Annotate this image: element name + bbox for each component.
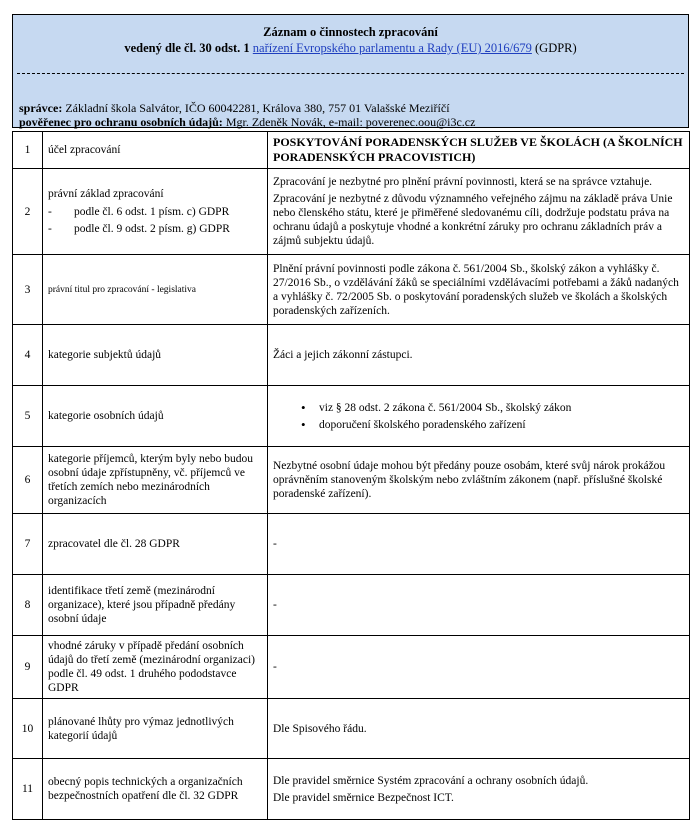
row-number: 11 [13,759,43,820]
row-value [268,132,690,169]
list-dash: - [48,223,52,235]
table-row [13,132,690,169]
row-value [268,169,690,255]
header-divider [17,73,684,74]
security-measure-2: Dle pravidel směrnice Bezpečnost ICT. [273,791,454,804]
purpose-value: POSKYTOVÁNÍ PORADENSKÝCH SLUŽEB VE ŠKOLÁCH (A ŠKOLNÍCH PORADENSKÝCH PRACOVISTICH) [273,135,683,164]
table-row [13,325,690,386]
row-value: Plnění právní povinnosti podle zákona č. 561/2004 Sb., školský zákon a vyhlášky č. 27/2016 Sb., o vzdělávání žáků se speciálními vzdělávacími potřebami a žáků nadaných a vyhlášky č. 72/2005 Sb. o poskytování poradenských služeb ve školách a školských poradenských zařízeních. [268,255,690,325]
row-label: plánované lhůty pro výmaz jednotlivých kategorií údajů [43,699,268,759]
table-row [13,575,690,636]
controller-value: Základní škola Salvátor, IČO 60042281, Králova 380, 757 01 Valašské Meziříčí [65,101,450,115]
table-row [13,514,690,575]
row-label: obecný popis technických a organizačních bezpečnostních opatření dle čl. 32 GDPR [43,759,268,820]
legal-basis-item: - podle čl. 6 odst. 1 písm. c) GDPR [48,206,230,218]
row-label: účel zpracování [43,132,268,169]
row-number: 4 [13,325,43,386]
list-item: • doporučení školského poradenského zařízení [319,418,684,432]
list-item: • viz § 28 odst. 2 zákona č. 561/2004 Sb., školský zákon [319,401,684,415]
legal-basis-text-2: Zpracování je nezbytné z důvodu významného veřejného zájmu na základě práva Unie nebo členského státu, které je přiměřené sledovanému cíli, dodržuje podstatu práva na ochranu údajů a poskytuje vhodné a konkrétní záruky pro ochranu základních práv a zájmů subjektu údajů. [273,193,673,247]
table-row [13,169,690,255]
personal-data-list [273,401,684,432]
row-label: vhodné záruky v případě předání osobních údajů do třetí země (mezinárodní organizaci) podle čl. 49 odst. 1 druhého pododstavce GDPR [43,636,268,699]
row-value: Nezbytné osobní údaje mohou být předány pouze osobám, které svůj nárok prokážou oprávněním stanoveným školským nebo zvláštním zákonem (např. příslušné školské poradenské zařízení). [268,447,690,514]
row-number: 1 [13,132,43,169]
row-number: 9 [13,636,43,699]
subtitle-prefix: vedený dle čl. 30 odst. 1 [124,41,250,55]
row-label: kategorie osobních údajů [43,386,268,447]
dpo-value: Mgr. Zdeněk Novák, e-mail: poverenec.oou@i3c.cz [225,115,476,129]
row-label: kategorie příjemců, kterým byly nebo budou osobní údaje zpřístupněny, vč. příjemců ve třetích zemích nebo mezinárodních organizacích [43,447,268,514]
controller-info [19,101,475,129]
row-value: - [268,575,690,636]
row-number: 8 [13,575,43,636]
row-label [43,169,268,255]
row-number: 2 [13,169,43,255]
list-dash: - [48,206,52,218]
row-value: - [268,636,690,699]
table-row [13,699,690,759]
row-value [268,759,690,820]
record-header [12,14,689,128]
gdpr-regulation-link[interactable]: nařízení Evropského parlamentu a Rady (EU) 2016/679 [252,41,532,55]
document-subtitle [13,41,688,56]
legal-basis-text-1: Zpracování je nezbytné pro plnění právní povinnosti, která se na správce vztahuje. [273,176,653,188]
row-number: 5 [13,386,43,447]
document-title: Záznam o činnostech zpracování [263,25,438,39]
legal-basis-label: právní základ zpracování [48,188,164,200]
table-row [13,636,690,699]
table-row [13,759,690,820]
row-label: právní titul pro zpracování - legislativa [43,255,268,325]
legal-basis-item: - podle čl. 9 odst. 2 písm. g) GDPR [48,223,230,235]
processing-record-table [12,131,690,820]
row-value [268,386,690,447]
dpo-label: pověřenec pro ochranu osobních údajů: [19,115,223,129]
controller-label: správce: [19,101,63,115]
row-value: Dle Spisového řádu. [268,699,690,759]
row-value: - [268,514,690,575]
row-label: zpracovatel dle čl. 28 GDPR [43,514,268,575]
row-label: identifikace třetí země (mezinárodní organizace), které jsou případně předány osobní údaje [43,575,268,636]
row-number: 6 [13,447,43,514]
row-number: 10 [13,699,43,759]
row-number: 7 [13,514,43,575]
row-label: kategorie subjektů údajů [43,325,268,386]
row-value: Žáci a jejich zákonní zástupci. [268,325,690,386]
row-number: 3 [13,255,43,325]
security-measure-1: Dle pravidel směrnice Systém zpracování a ochrany osobních údajů. [273,774,589,787]
table-row [13,255,690,325]
table-row [13,386,690,447]
subtitle-suffix: (GDPR) [535,41,577,55]
table-row [13,447,690,514]
